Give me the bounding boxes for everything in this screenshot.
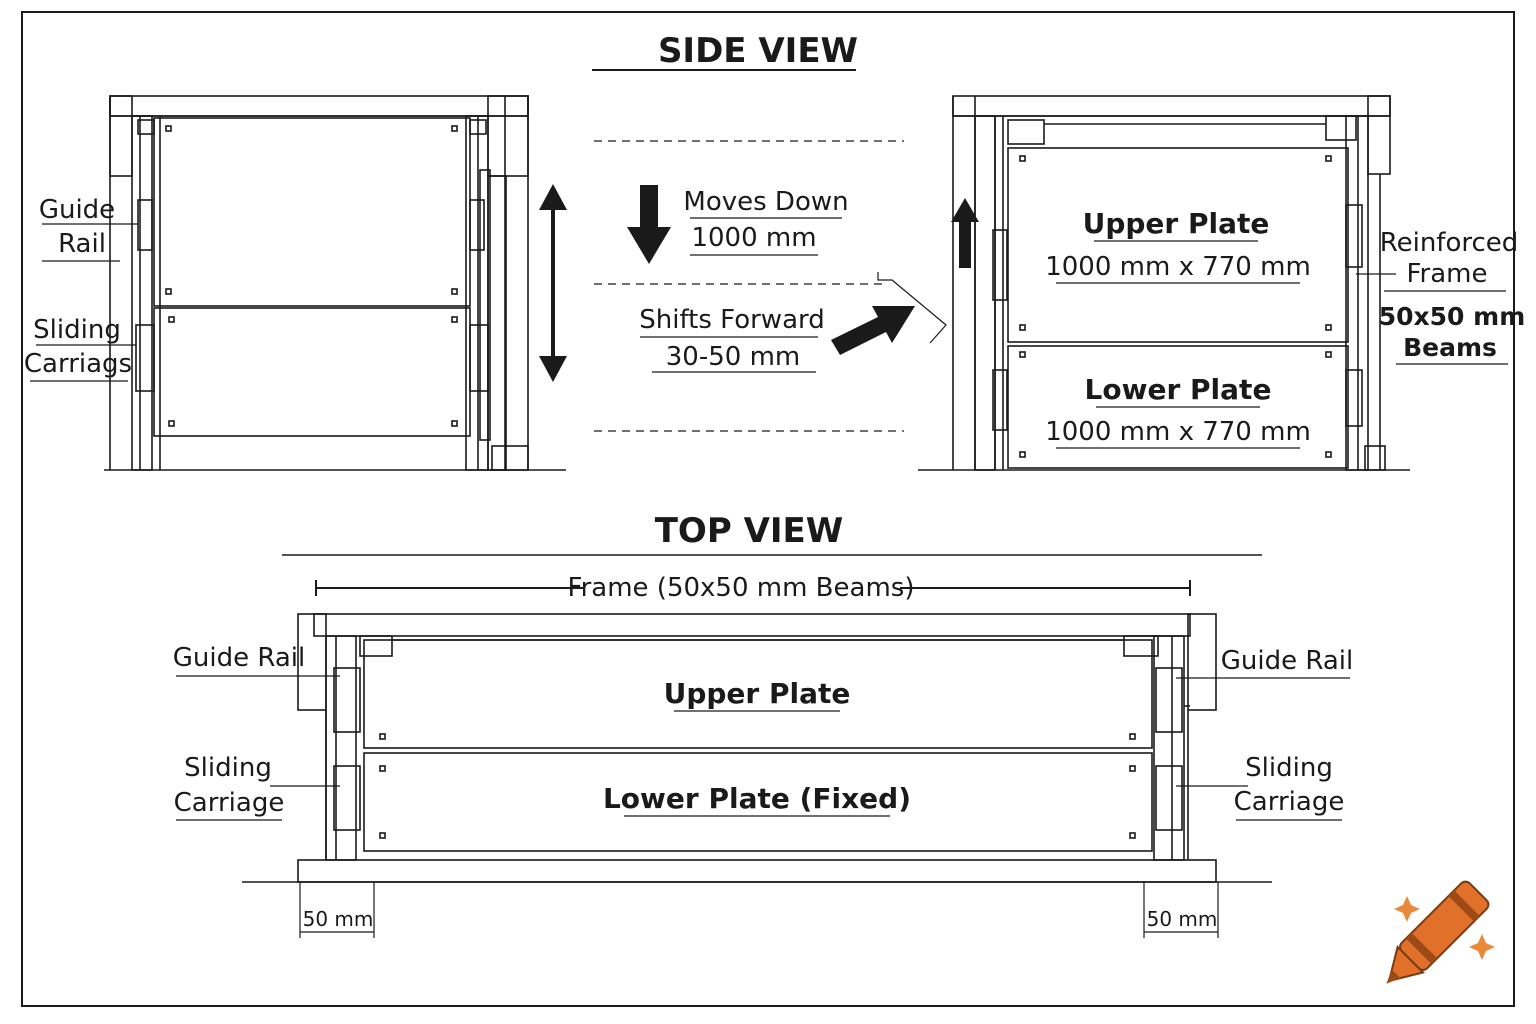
top-view-title: TOP VIEW (654, 511, 844, 551)
right-50mm-label: 50 mm (1146, 907, 1218, 931)
side-guide-label-line2: Rail (58, 229, 106, 259)
top-right-carriage-label-line1: Sliding (1245, 753, 1333, 783)
moves-down-label: Moves Down (683, 187, 849, 217)
left-50mm-label: 50 mm (302, 907, 374, 931)
moves-down-value: 1000 mm (691, 223, 817, 253)
drawing-border (22, 12, 1514, 1006)
side-carriage-label-line2: Carriags (23, 349, 133, 379)
crayon-icon (1374, 879, 1495, 996)
side-lower-plate-name: Lower Plate (1084, 373, 1272, 406)
frame-dimension-label: Frame (50x50 mm Beams) (567, 573, 915, 603)
beams-label-line2: Beams (1403, 333, 1497, 362)
forward-arrow-icon (831, 306, 915, 355)
down-arrow-icon (627, 185, 671, 264)
side-view-title: SIDE VIEW (657, 31, 859, 71)
left-side-frame (104, 96, 566, 470)
top-view-frame (242, 614, 1272, 882)
shifts-forward-value: 30-50 mm (665, 342, 801, 372)
top-right-carriage-label-line2: Carriage (1233, 787, 1345, 817)
reinforced-frame-label-line1: Reinforced (1379, 228, 1519, 258)
side-upper-plate-name: Upper Plate (1082, 207, 1270, 240)
side-lower-plate-size: 1000 mm x 770 mm (1045, 417, 1311, 447)
side-guide-label-line1: Guide (38, 195, 116, 225)
top-lower-plate-label: Lower Plate (Fixed) (602, 782, 912, 815)
top-right-guide-rail-label: Guide Rail (1220, 646, 1354, 676)
side-upper-plate-size: 1000 mm x 770 mm (1045, 252, 1311, 282)
top-left-guide-rail-label: Guide Rail (172, 643, 306, 673)
vertical-travel-arrow-icon (539, 184, 567, 382)
top-left-carriage-label-line2: Carriage (173, 788, 285, 818)
top-left-carriage-label-line1: Sliding (184, 753, 272, 783)
shifts-forward-label: Shifts Forward (639, 305, 825, 335)
side-carriage-label-line1: Sliding (33, 315, 121, 345)
top-upper-plate-label: Upper Plate (663, 677, 851, 710)
reinforced-frame-label-line2: Frame (1406, 259, 1488, 289)
beams-label-line1: 50x50 mm (1378, 302, 1526, 331)
